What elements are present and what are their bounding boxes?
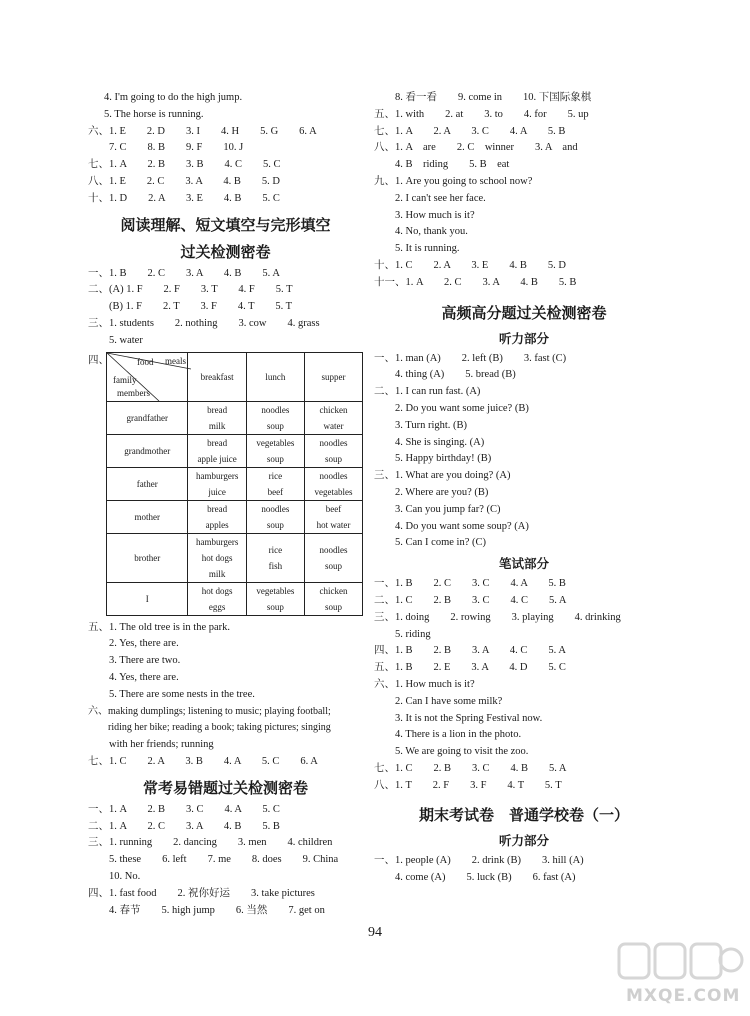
answer-line: 二、(A) 1. F 2. F 3. T 4. F 5. T xyxy=(88,284,293,296)
answer-line: 八、1. A are 2. C winner 3. A and xyxy=(374,142,578,154)
answer-line: 七、1. C 2. A 3. B 4. A 5. C 6. A xyxy=(88,755,318,767)
diag-label-family: family xyxy=(113,374,137,385)
answer-line: 4. 春节 5. high jump 6. 当然 7. get on xyxy=(88,904,325,916)
answer-line: 六、making dumplings; listening to music; playing football; xyxy=(88,705,331,717)
answer-line: 一、1. B 2. C 3. C 4. A 5. B xyxy=(374,578,566,590)
table-row xyxy=(107,500,363,533)
meal-cell: hamburgers juice xyxy=(188,467,246,500)
meal-cell: vegetables soup xyxy=(246,434,304,467)
answer-line: 4. I'm going to do the high jump. xyxy=(104,92,243,103)
answer-line: 5. these 6. left 7. me 8. does 9. China xyxy=(88,854,339,866)
meal-cell: chicken soup xyxy=(304,582,362,615)
answer-line: 八、1. T 2. F 3. F 4. T 5. T xyxy=(374,779,562,791)
answer-line: 4. She is singing. (A) xyxy=(374,436,485,448)
answer-line: 三、1. What are you doing? (A) xyxy=(374,470,511,482)
meal-cell: noodles soup xyxy=(304,434,362,467)
meal-cell: rice beef xyxy=(246,467,304,500)
meal-cell: hot dogs eggs xyxy=(188,582,246,615)
answer-line: 五、1. The old tree is in the park. xyxy=(88,621,231,633)
meal-cell: bread apple juice xyxy=(188,434,246,467)
answer-line: 八、1. E 2. C 3. A 4. B 5. D xyxy=(88,175,280,187)
member-cell: I xyxy=(107,582,188,615)
answer-line: 二、1. C 2. B 3. C 4. C 5. A xyxy=(374,594,567,606)
answers-block-top-2 xyxy=(88,124,363,208)
answers-block-right-top xyxy=(374,90,674,292)
table-row xyxy=(107,434,363,467)
answers-block-written xyxy=(374,576,674,794)
meal-cell: hamburgers hot dogs milk xyxy=(188,533,246,582)
answer-line: 七、1. A 2. A 3. C 4. A 5. B xyxy=(374,125,566,137)
header-breakfast: breakfast xyxy=(188,352,246,401)
answer-line: 4. come (A) 5. luck (B) 6. fast (A) xyxy=(374,872,576,884)
answer-line: 三、1. students 2. nothing 3. cow 4. grass xyxy=(88,317,320,329)
answer-line: 5. water xyxy=(88,334,143,346)
answer-line: 3. Turn right. (B) xyxy=(374,419,468,431)
answers-block-final xyxy=(374,853,674,887)
answer-line: 5. Can I come in? (C) xyxy=(374,537,486,549)
meals-table-wrapper xyxy=(88,352,363,616)
answer-line: 十、1. D 2. A 3. E 4. B 5. C xyxy=(88,192,280,204)
answer-line: 三、1. doing 2. rowing 3. playing 4. drinking xyxy=(374,611,621,623)
answer-line: 3. There are two. xyxy=(88,655,181,667)
answer-line: 一、1. people (A) 2. drink (B) 3. hill (A) xyxy=(374,855,584,867)
answer-line: 六、1. E 2. D 3. I 4. H 5. G 6. A xyxy=(88,125,317,137)
table-row xyxy=(107,533,363,582)
answer-line: 四、1. B 2. B 3. A 4. C 5. A xyxy=(374,645,566,657)
answer-line: 三、1. running 2. dancing 3. men 4. children xyxy=(88,837,333,849)
diagonal-header-cell xyxy=(107,352,188,401)
answers-block-errors xyxy=(88,802,363,920)
answer-line: 5. Happy birthday! (B) xyxy=(374,453,492,465)
answers-block-top xyxy=(88,90,363,124)
answer-line: 二、1. A 2. C 3. A 4. B 5. B xyxy=(88,820,280,832)
answer-line: 一、1. B 2. C 3. A 4. B 5. A xyxy=(88,267,280,279)
meal-cell: beef hot water xyxy=(304,500,362,533)
subheading-written: 笔试部分 xyxy=(498,556,549,572)
answer-line: 5. We are going to visit the zoo. xyxy=(374,746,529,758)
answer-line: 2. Do you want some juice? (B) xyxy=(374,402,529,414)
answer-line: 4. thing (A) 5. bread (B) xyxy=(374,369,516,381)
answer-line: 10. No. xyxy=(88,870,141,882)
left-column xyxy=(88,90,363,919)
answer-line: 一、1. man (A) 2. left (B) 3. fast (C) xyxy=(374,352,567,364)
section-heading-reading: 阅读理解、短文填空与完形填空 xyxy=(120,215,331,234)
answer-line: with her friends; running xyxy=(88,739,214,751)
section-heading-high-frequency: 高频高分题过关检测密卷 xyxy=(441,303,607,322)
meal-cell: vegetables soup xyxy=(246,582,304,615)
section-heading-final-exam: 期末考试卷 普通学校卷（一） xyxy=(418,806,629,825)
member-cell: mother xyxy=(107,500,188,533)
right-column xyxy=(374,90,674,887)
watermark-text: MXQE.COM xyxy=(626,986,741,1006)
answer-line: 2. I can't see her face. xyxy=(374,192,486,204)
answer-line: 5. The horse is running. xyxy=(104,108,204,120)
answer-line: 2. Yes, there are. xyxy=(88,638,179,650)
diag-label-meals: meals xyxy=(165,355,186,366)
meal-cell: chicken water xyxy=(304,401,362,434)
meal-cell: bread milk xyxy=(188,401,246,434)
header-supper: supper xyxy=(304,352,362,401)
table-row xyxy=(107,467,363,500)
member-cell: father xyxy=(107,467,188,500)
table-row xyxy=(107,582,363,615)
answer-line: 五、1. with 2. at 3. to 4. for 5. up xyxy=(374,108,589,120)
answer-line: riding her bike; reading a book; taking pictures; singing xyxy=(88,722,331,734)
answer-line: 4. No, thank you. xyxy=(374,226,468,238)
answer-line: 十、1. C 2. A 3. E 4. B 5. D xyxy=(374,259,566,271)
answer-line: 六、1. How much is it? xyxy=(374,678,475,690)
answer-line: 4. B riding 5. B eat xyxy=(374,159,510,171)
answer-line: 四、1. fast food 2. 祝你好运 3. take pictures xyxy=(88,887,315,899)
answer-line: 二、1. I can run fast. (A) xyxy=(374,386,481,398)
answer-line: 七、1. A 2. B 3. B 4. C 5. C xyxy=(88,159,281,171)
meal-cell: noodles soup xyxy=(304,533,362,582)
answer-line: (B) 1. F 2. T 3. F 4. T 5. T xyxy=(88,301,293,313)
meal-cell: rice fish xyxy=(246,533,304,582)
section-heading-reading-2: 过关检测密卷 xyxy=(180,242,271,261)
answer-line: 七、1. C 2. B 3. C 4. B 5. A xyxy=(374,762,567,774)
answer-line: 5. There are some nests in the tree. xyxy=(88,688,255,700)
page-number: 94 xyxy=(368,925,382,940)
meals-table xyxy=(106,352,363,616)
answer-line: 一、1. A 2. B 3. C 4. A 5. C xyxy=(88,803,280,815)
answer-line: 3. How much is it? xyxy=(374,209,475,221)
answer-line: 4. Yes, there are. xyxy=(88,671,179,683)
diag-label-food: food xyxy=(137,356,154,367)
answer-line: 3. It is not the Spring Festival now. xyxy=(374,712,543,724)
meal-cell: noodles soup xyxy=(246,401,304,434)
meal-cell: bread apples xyxy=(188,500,246,533)
member-cell: grandmother xyxy=(107,434,188,467)
meal-cell: noodles vegetables xyxy=(304,467,362,500)
answer-line: 4. Do you want some soup? (A) xyxy=(374,520,529,532)
answers-block-reading-2 xyxy=(88,620,363,771)
member-cell: brother xyxy=(107,533,188,582)
answer-line: 九、1. Are you going to school now? xyxy=(374,175,533,187)
answer-line: 十一、1. A 2. C 3. A 4. B 5. B xyxy=(374,276,577,288)
header-lunch: lunch xyxy=(246,352,304,401)
meal-cell: noodles soup xyxy=(246,500,304,533)
section-heading-errors: 常考易错题过关检测密卷 xyxy=(142,778,308,797)
answer-line: 8. 看一看 9. come in 10. 下国际象棋 xyxy=(374,92,592,103)
answers-block-listening xyxy=(374,351,674,553)
answer-line: 2. Can I have some milk? xyxy=(374,695,503,707)
table-header-row xyxy=(107,352,363,401)
subheading-listening-final: 听力部分 xyxy=(498,833,549,849)
answer-line: 五、1. B 2. E 3. A 4. D 5. C xyxy=(374,662,566,674)
question-number: 四、 xyxy=(88,353,109,366)
table-row xyxy=(107,401,363,434)
answer-line: 7. C 8. B 9. F 10. J xyxy=(88,142,244,154)
diag-label-members: members xyxy=(117,387,150,398)
answers-block-reading xyxy=(88,266,363,350)
subheading-listening: 听力部分 xyxy=(498,330,549,346)
answer-line: 3. Can you jump far? (C) xyxy=(374,503,501,515)
answer-line: 5. riding xyxy=(374,628,431,640)
member-cell: grandfather xyxy=(107,401,188,434)
answer-line: 2. Where are you? (B) xyxy=(374,486,489,498)
answer-line: 5. It is running. xyxy=(374,243,460,255)
answer-line: 4. There is a lion in the photo. xyxy=(374,729,522,741)
